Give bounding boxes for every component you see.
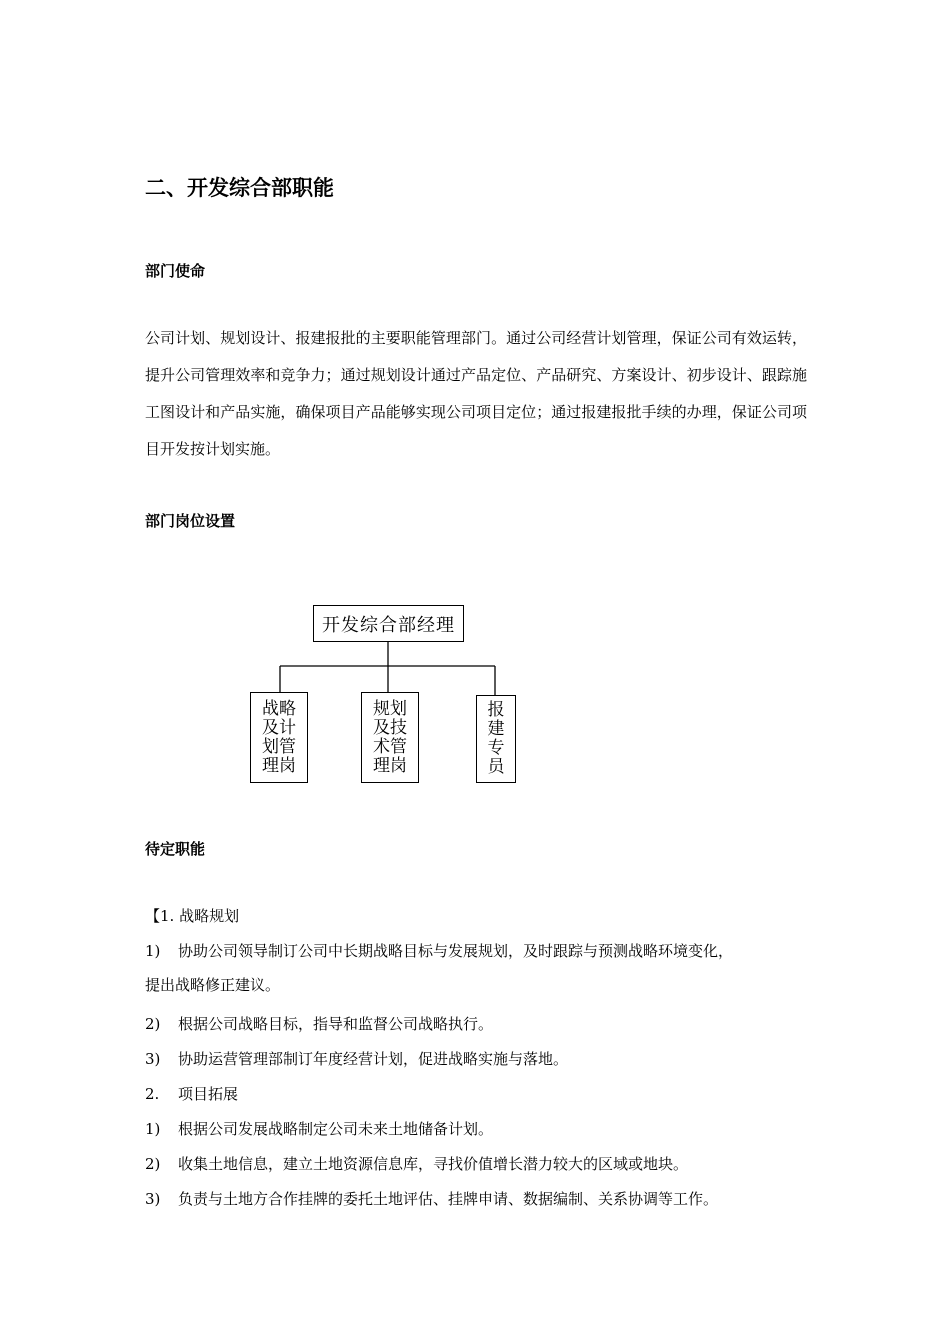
item-number: 3) <box>145 1190 161 1208</box>
duty-1-item-2 <box>145 1013 493 1034</box>
org-root-box: 开发综合部经理 <box>313 605 464 642</box>
duty-2-item-2 <box>145 1153 688 1174</box>
duty-section2-label <box>145 1083 238 1104</box>
org-box-permit-label: 报 建 专 员 <box>487 700 505 777</box>
item-number: 2) <box>145 1155 161 1173</box>
org-box-strategy <box>250 692 308 783</box>
item-number: 1) <box>145 1120 161 1138</box>
item-text: 根据公司发展战略制定公司未来土地储备计划。 <box>178 1120 494 1138</box>
item-text: 协助公司领导制订公司中长期战略目标与发展规划，及时跟踪与预测战略环境变化， <box>178 942 734 960</box>
org-box-planning <box>361 692 419 783</box>
section-title: 二、开发综合部职能 <box>145 176 334 200</box>
org-box-strategy-label: 战略 及计 划管 理岗 <box>262 698 296 776</box>
section-label: 项目拓展 <box>178 1085 239 1103</box>
duty-1-item-3 <box>145 1048 568 1069</box>
duties-heading: 待定职能 <box>145 840 206 858</box>
item-text: 负责与土地方合作挂牌的委托土地评估、挂牌申请、数据编制、关系协调等工作。 <box>178 1190 719 1208</box>
item-text: 根据公司战略目标，指导和监督公司战略执行。 <box>178 1015 494 1033</box>
section-number: 2. <box>145 1085 160 1103</box>
item-number: 3) <box>145 1050 161 1068</box>
positions-heading: 部门岗位设置 <box>145 512 236 530</box>
org-box-permit <box>476 695 516 783</box>
org-box-planning-label: 规划 及技 术管 理岗 <box>373 698 407 776</box>
duty-1-item-1 <box>145 934 807 1002</box>
mission-heading: 部门使命 <box>145 262 206 280</box>
mission-text: 公司计划、规划设计、报建报批的主要职能管理部门。通过公司经营计划管理，保证公司有效运转，提升公司管理效率和竞争力；通过规划设计通过产品定位、产品研究、方案设计、初步设计、跟踪施工图设计和产品实施，确保项目产品能够实现公司项目定位；通过报建报批手续的办理，保证公司项目开发按计划实施。 <box>145 329 807 458</box>
item-text: 协助运营管理部制订年度经营计划，促进战略实施与落地。 <box>178 1050 569 1068</box>
item-text: 收集土地信息，建立土地资源信息库，寻找价值增长潜力较大的区域或地块。 <box>178 1155 689 1173</box>
item-text-continued: 提出战略修正建议。 <box>145 976 281 994</box>
duty-section1-label: 【1. 战略规划 <box>145 907 240 925</box>
duty-2-item-1 <box>145 1118 493 1139</box>
item-number: 2) <box>145 1015 161 1033</box>
item-number: 1) <box>145 942 161 960</box>
duty-2-item-3 <box>145 1188 718 1209</box>
